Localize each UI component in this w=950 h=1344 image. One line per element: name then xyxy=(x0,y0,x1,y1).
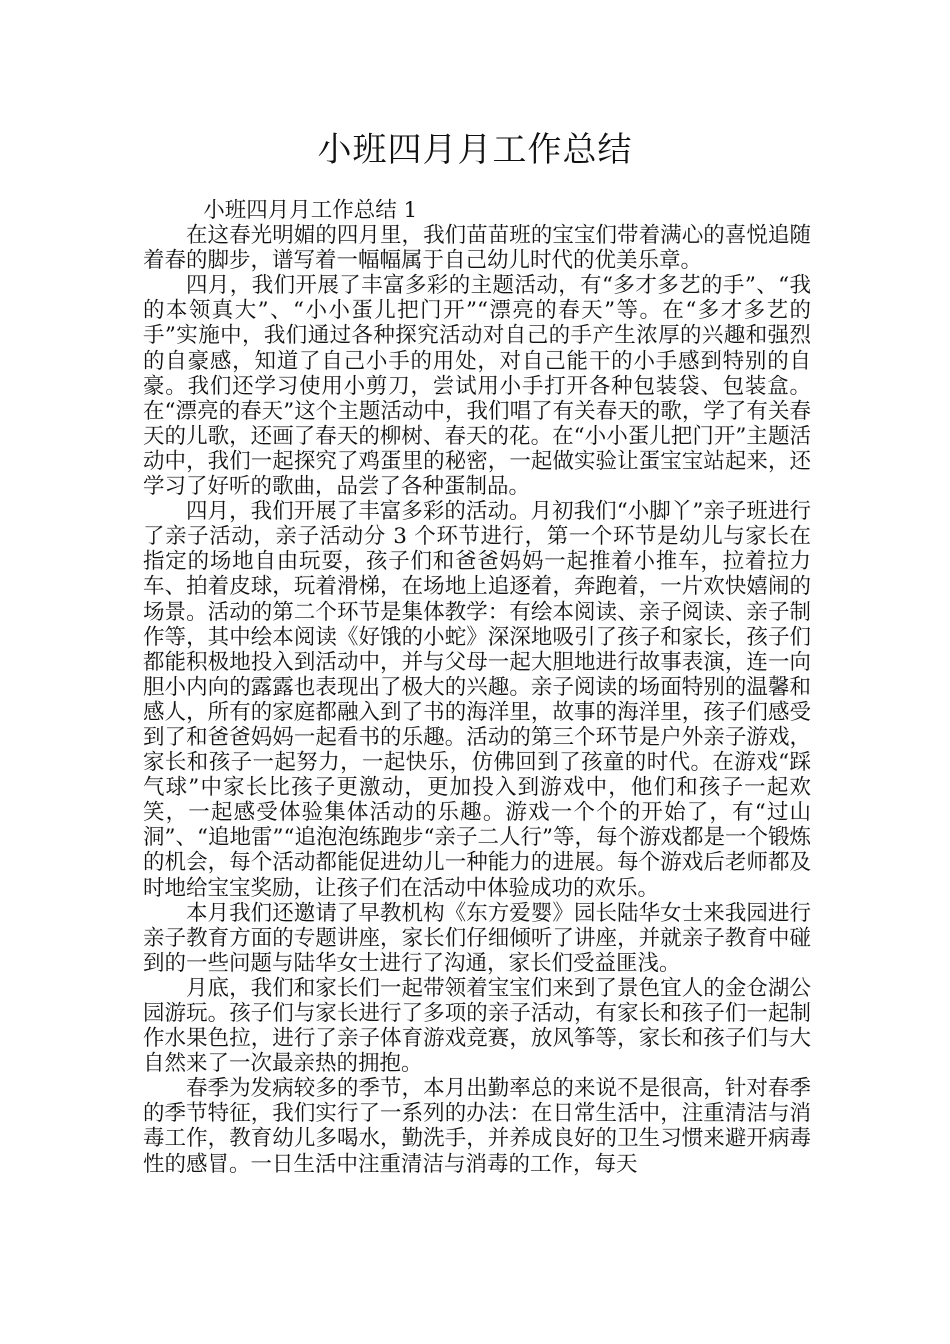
section-heading: 小班四月月工作总结 1 xyxy=(203,198,418,223)
paragraph-theme-activities: 四月，我们开展了丰富多彩的主题活动，有“多才多艺的手”、“我的本领真大”、“小小蛋儿把门开”“漂亮的春天”等。在“多才多艺的手”实施中，我们通过各种探究活动对自己的手产生浓厚的兴趣和强烈的自豪感，知道了自己小手的用处，对自己能干的小手感到特别的自豪。我们还学习使用小剪刀，尝试用小手打开各种包装袋、包装盒。在“漂亮的春天”这个主题活动中，我们唱了有关春天的歌，学了有关春天的儿歌，还画了春天的柳树、春天的花。在“小小蛋儿把门开”主题活动中，我们一起探究了鸡蛋里的秘密，一起做实验让蛋宝宝站起来，还学习了好听的歌曲，品尝了各种蛋制品。 xyxy=(143,273,811,500)
paragraph-health: 春季为发病较多的季节，本月出勤率总的来说不是很高，针对春季的季节特征，我们实行了一系列的办法：在日常生活中，注重清洁与消毒工作，教育幼儿多喝水，勤洗手，并养成良好的卫生习惯来避开病毒性的感冒。一日生活中注重清洁与消毒的工作，每天 xyxy=(143,1076,811,1177)
paragraph-lecture: 本月我们还邀请了早教机构《东方爱婴》园长陆华女士来我园进行亲子教育方面的专题讲座，家长们仔细倾听了讲座，并就亲子教育中碰到的一些问题与陆华女士进行了沟通，家长们受益匪浅。 xyxy=(143,900,811,976)
document-body xyxy=(143,198,811,1177)
page-title: 小班四月月工作总结 xyxy=(317,130,633,170)
paragraph-parent-child-activities: 四月，我们开展了丰富多彩的活动。月初我们“小脚丫”亲子班进行了亲子活动，亲子活动分 3 个环节进行，第一个环节是幼儿与家长在指定的场地自由玩耍，孩子们和爸爸妈妈一起推着小推车，拉着拉力车、拍着皮球，玩着滑梯，在场地上追逐着，奔跑着，一片欢快嬉闹的场景。活动的第二个环节是集体教学：有绘本阅读、亲子阅读、亲子制作等，其中绘本阅读《好饿的小蛇》深深地吸引了孩子和家长，孩子们都能积极地投入到活动中，并与父母一起大胆地进行故事表演，连一向胆小内向的露露也表现出了极大的兴趣。亲子阅读的场面特别的温馨和感人，所有的家庭都融入到了书的海洋里，故事的海洋里，孩子们感受到了和爸爸妈妈一起看书的乐趣。活动的第三个环节是户外亲子游戏，家长和孩子一起努力，一起快乐，仿佛回到了孩童的时代。在游戏“踩气球”中家长比孩子更激动，更加投入到游戏中，他们和孩子一起欢笑，一起感受体验集体活动的乐趣。游戏一个个的开始了，有“过山洞”、“追地雷”“追泡泡练跑步“亲子二人行”等，每个游戏都是一个锻炼的机会，每个活动都能促进幼儿一种能力的进展。每个游戏后老师都及时地给宝宝奖励，让孩子们在活动中体验成功的欢乐。 xyxy=(143,499,811,901)
paragraph-intro: 在这春光明媚的四月里，我们苗苗班的宝宝们带着满心的喜悦追随着春的脚步，谱写着一幅幅属于自己幼儿时代的优美乐章。 xyxy=(143,223,811,274)
paragraph-park-outing: 月底，我们和家长们一起带领着宝宝们来到了景色宜人的金仓湖公园游玩。孩子们与家长进行了多项的亲子活动，有家长和孩子们一起制作水果色拉，进行了亲子体育游戏竞赛，放风筝等，家长和孩子们与大自然来了一次最亲热的拥抱。 xyxy=(143,975,811,1077)
